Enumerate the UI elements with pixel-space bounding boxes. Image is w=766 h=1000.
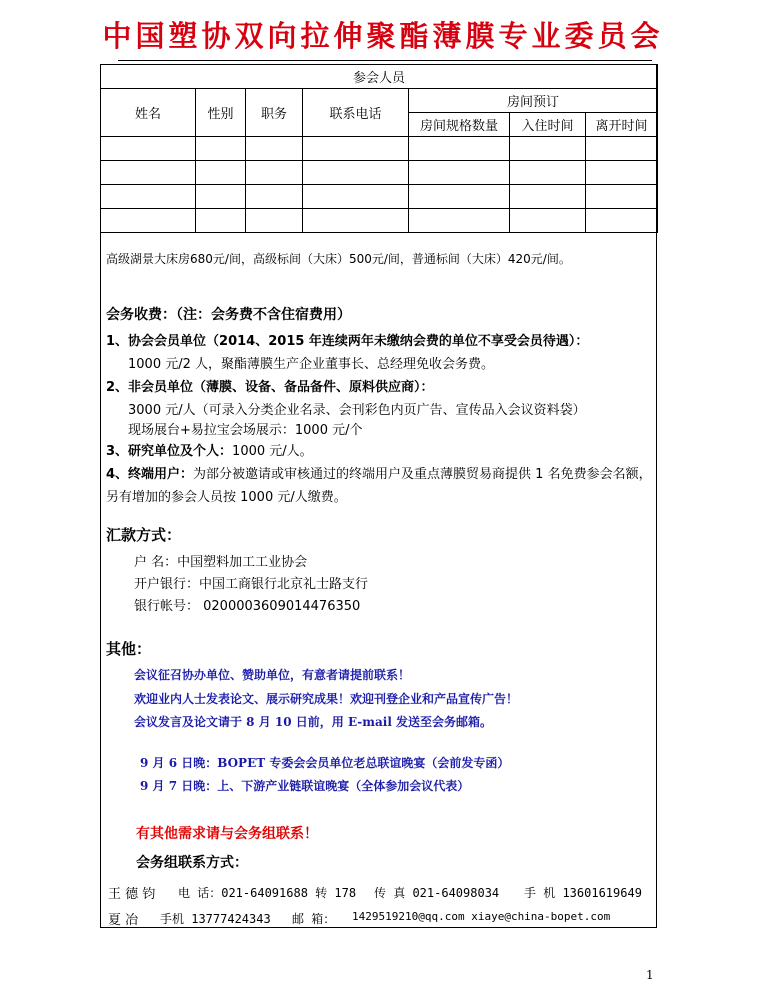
fee-item-2-detail: 3000 元/人（可录入分类企业名录、会刊彩色内页广告、宣传品入会议资料袋） bbox=[128, 403, 586, 418]
contact-2-mail-label: 邮 箱： bbox=[292, 912, 336, 926]
contact-1-mobile: 手 机 13601619649 bbox=[524, 886, 642, 900]
fee-item-4-cont: 另有增加的参会人员按 1000 元/人缴费。 bbox=[106, 490, 347, 505]
other-heading: 其他： bbox=[106, 640, 152, 658]
col-phone: 联系电话 bbox=[303, 89, 409, 137]
contact-1-tel: 电 话：021-64091688 转 178 bbox=[178, 886, 357, 900]
col-checkin: 入住时间 bbox=[510, 113, 586, 137]
fee-item-2-title: 2、非会员单位（薄膜、设备、备品备件、原料供应商）： bbox=[106, 380, 434, 395]
fee-item-1-detail: 1000 元/2 人，聚酯薄膜生产企业董事长、总经理免收会务费。 bbox=[128, 357, 494, 372]
page-number: 1 bbox=[646, 968, 654, 982]
document-title: 中国塑协双向拉伸聚酯薄膜专业委员会 bbox=[102, 19, 664, 53]
other-line-2: 欢迎业内人士发表论文、展示研究成果！欢迎刊登企业和产品宣传广告！ bbox=[134, 692, 519, 706]
remit-bank: 开户银行：中国工商银行北京礼士路支行 bbox=[134, 577, 369, 592]
contact-1-name: 王 德 钧 bbox=[108, 887, 156, 902]
title-rule bbox=[118, 60, 652, 61]
col-room-qty: 房间规格数量 bbox=[409, 113, 510, 137]
fee-item-4: 4、终端用户：为部分被邀请或审核通过的终端用户及重点薄膜贸易商提供 1 名免费参会名额， bbox=[106, 467, 652, 482]
other-line-5: 9 月 7 日晚：上、下游产业链联谊晚宴（全体参加会议代表） bbox=[140, 779, 470, 793]
contact-2-mail[interactable]: 1429519210@qq.com xiaye@china-bopet.com bbox=[352, 910, 611, 923]
fee-item-2-booth: 现场展台+易拉宝会场展示：1000 元/个 bbox=[128, 423, 363, 438]
col-checkout: 离开时间 bbox=[586, 113, 658, 137]
remit-heading: 汇款方式： bbox=[106, 526, 182, 544]
contact-1-fax: 传 真 021-64098034 bbox=[374, 886, 500, 900]
contact-2-name: 夏 冶 bbox=[108, 913, 139, 928]
col-position: 职务 bbox=[246, 89, 303, 137]
other-line-1: 会议征召协办单位、赞助单位，有意者请提前联系！ bbox=[134, 668, 411, 682]
room-prices: 高级湖景大床房680元/间，高级标间（大床）500元/间，普通标间（大床）420元/间。 bbox=[106, 252, 571, 266]
col-room-booking: 房间预订 bbox=[409, 89, 658, 113]
table-row bbox=[101, 137, 658, 161]
contact-heading: 会务组联系方式： bbox=[136, 855, 248, 871]
table-header-attendees: 参会人员 bbox=[101, 65, 658, 89]
table-row bbox=[101, 209, 658, 233]
contact-2-mobile: 手机 13777424343 bbox=[160, 912, 271, 926]
table-row bbox=[101, 185, 658, 209]
fees-heading: 会务收费：（注：会务费不含住宿费用） bbox=[106, 307, 351, 323]
fee-item-3: 3、研究单位及个人：1000 元/人。 bbox=[106, 444, 313, 459]
registration-table bbox=[100, 64, 658, 233]
col-name: 姓名 bbox=[101, 89, 196, 137]
other-line-4: 9 月 6 日晚：BOPET 专委会会员单位老总联谊晚宴（会前发专函） bbox=[140, 756, 510, 770]
fee-item-1-title: 1、协会会员单位（2014、2015 年连续两年未缴纳会费的单位不享受会员待遇）： bbox=[106, 334, 589, 349]
contact-notice: 有其他需求请与会务组联系！ bbox=[136, 826, 318, 842]
table-row bbox=[101, 161, 658, 185]
remit-account-name: 户 名：中国塑料加工工业协会 bbox=[134, 555, 308, 570]
col-gender: 性别 bbox=[196, 89, 246, 137]
remit-account-no: 银行帐号： 0200003609014476350 bbox=[134, 599, 361, 614]
other-line-3: 会议发言及论文请于 8 月 10 日前，用 E-mail 发送至会务邮箱。 bbox=[134, 715, 493, 729]
